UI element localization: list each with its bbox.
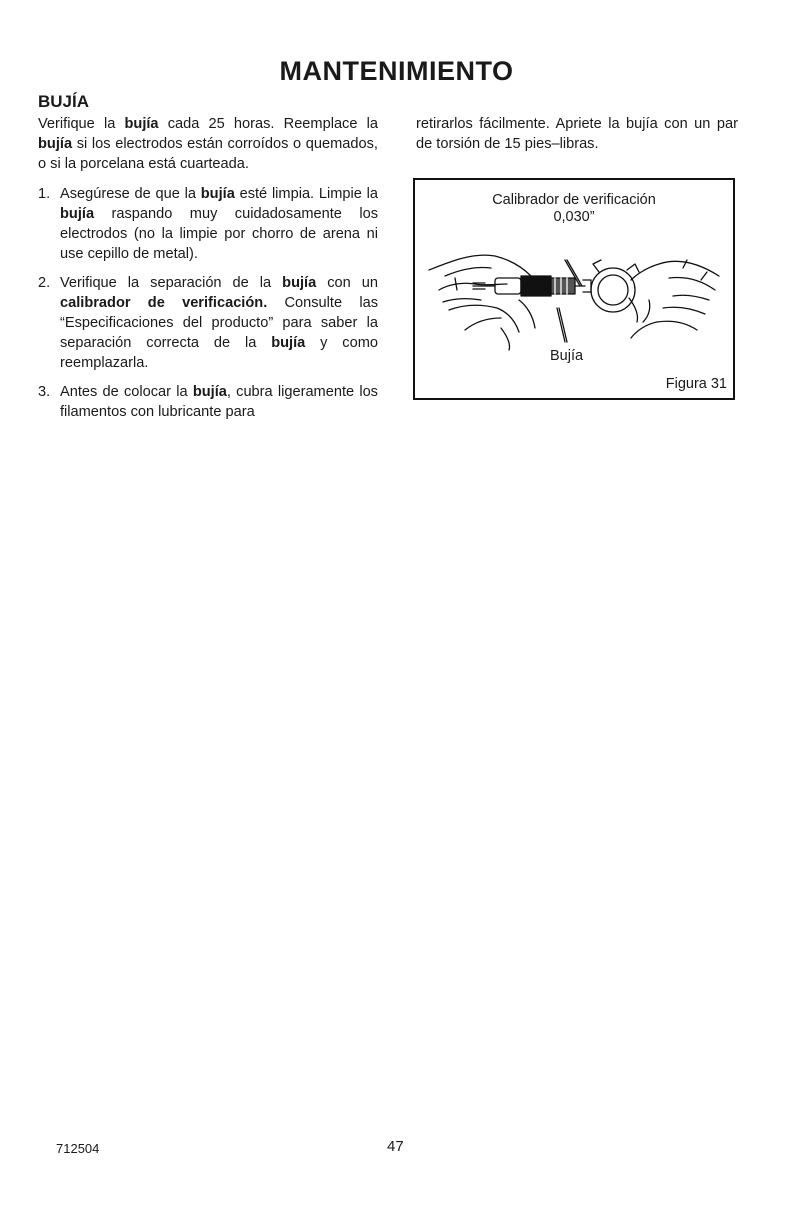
bold-term: bujía (192, 384, 227, 400)
text-run: Antes de colocar la (60, 384, 193, 400)
text-run: , cubra ligeramente los filamentos con lubricante para (60, 384, 378, 420)
list-item (38, 184, 378, 264)
page-title: MANTENIMIENTO (279, 56, 514, 86)
text-run: esté limpia. Limpie la (234, 186, 378, 202)
text-run: Verifique la (38, 116, 125, 132)
bold-term: calibrador de verificación. (60, 295, 268, 311)
text-run: Verifique la separación de la (60, 275, 283, 291)
list-item (38, 382, 378, 422)
right-column (416, 114, 738, 154)
bold-term: bujía (200, 186, 235, 202)
section-heading: BUJÍA (38, 92, 90, 111)
document-code: 712504 (56, 1141, 100, 1156)
text-run: y como reemplazarla. (60, 335, 378, 371)
text-run: Asegúrese de que la (60, 186, 201, 202)
step-number: 3. (38, 384, 51, 400)
bold-term: bujía (282, 275, 317, 291)
bold-term: bujía (60, 206, 95, 222)
figure-caption-gauge: Calibrador de verificación (492, 192, 656, 208)
step-number: 1. (38, 186, 51, 202)
intro-paragraph (38, 114, 378, 174)
left-column (38, 114, 378, 431)
page-number: 47 (387, 1138, 404, 1155)
step-number: 2. (38, 275, 51, 291)
text-run: con un (316, 275, 378, 291)
list-item (38, 273, 378, 373)
bold-term: bujía (38, 136, 73, 152)
bold-term: bujía (271, 335, 306, 351)
figure-number: Figura 31 (665, 376, 727, 392)
steps-list (38, 184, 378, 422)
text-run: Consulte las “Especificaciones del producto” para saber la separación correcta de la (60, 295, 378, 351)
figure-31 (413, 178, 735, 400)
text-run: raspando muy cuidadosamente los electrodos (no la limpie por chorro de arena ni use cepillo de metal). (60, 206, 378, 262)
bold-term: bujía (124, 116, 159, 132)
text-run: si los electrodos están corroídos o quemados, o si la porcelana está cuarteada. (38, 136, 378, 172)
figure-label-sparkplug: Bujía (550, 348, 584, 364)
continuation-paragraph: retirarlos fácilmente. Apriete la bujía con un par de torsión de 15 pies–libras. (416, 116, 738, 152)
text-run: cada 25 horas. Reemplace la (158, 116, 378, 132)
figure-caption-gap: 0,030” (553, 209, 595, 225)
